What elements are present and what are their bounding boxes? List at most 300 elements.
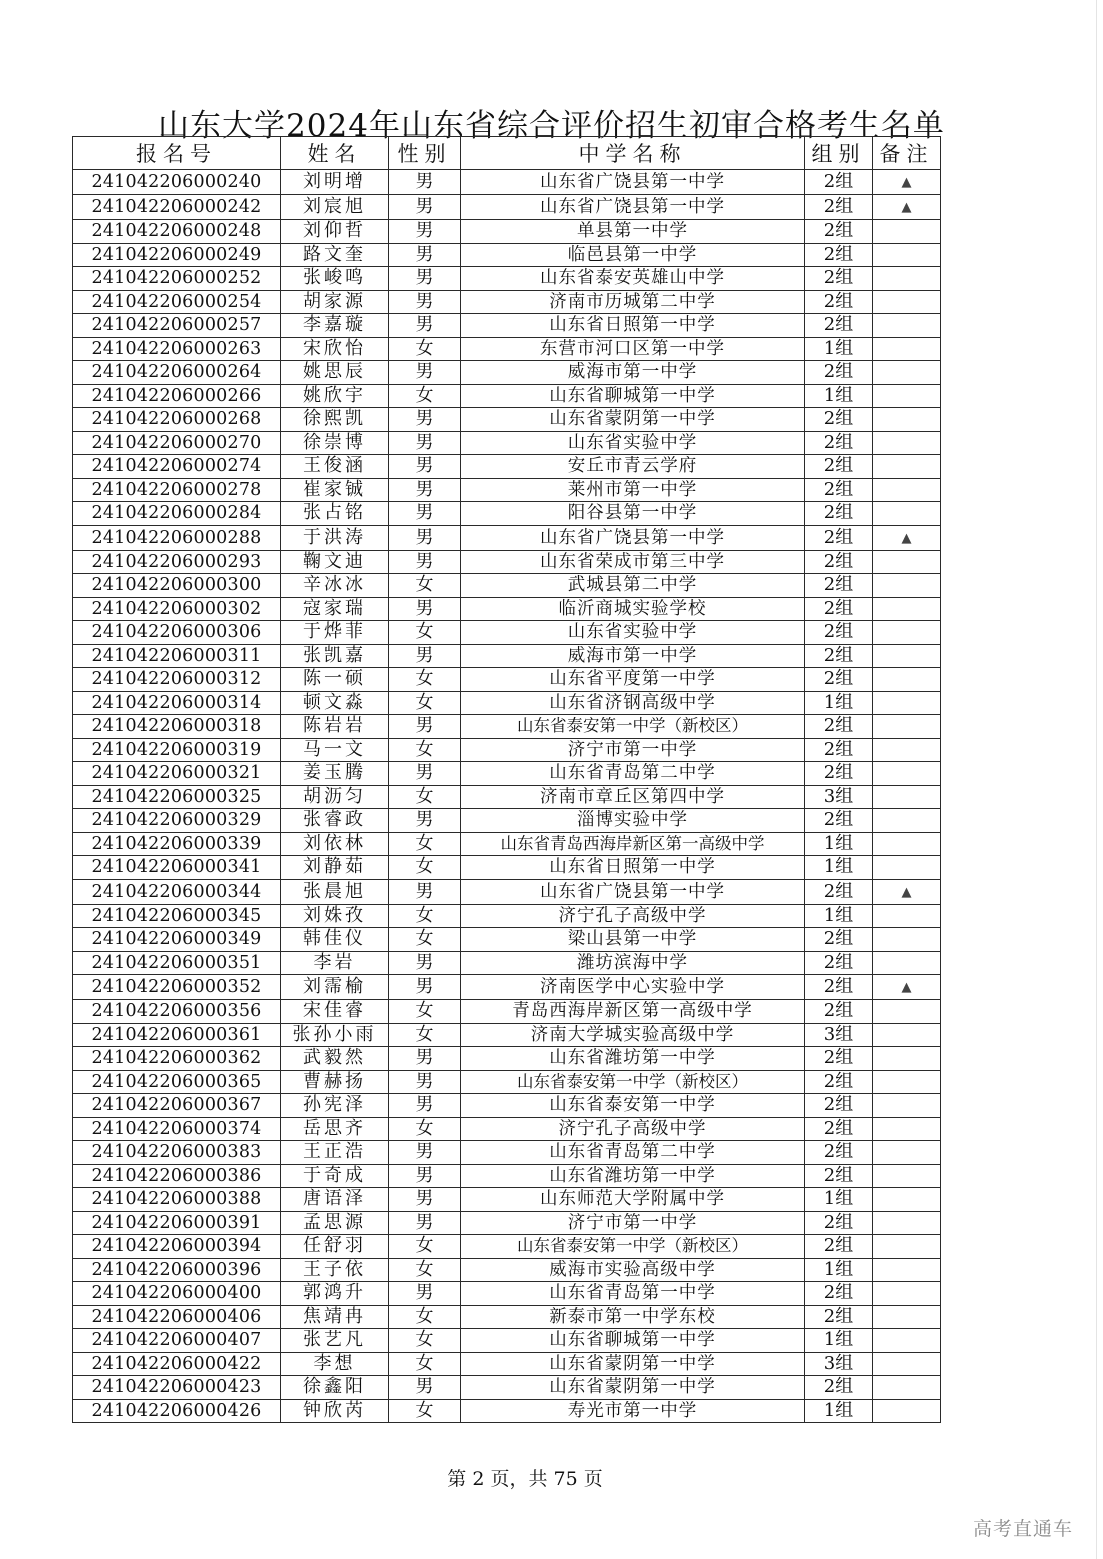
table-row: [73, 691, 941, 715]
cell-school: 山东省实验中学: [461, 431, 805, 455]
cell-remark: [873, 195, 941, 220]
cell-name: 武毅然: [281, 1047, 389, 1071]
cell-reg-no: 241042206000396: [73, 1258, 281, 1282]
cell-gender: 男: [389, 195, 461, 220]
cell-school: 山东省广饶县第一中学: [461, 170, 805, 195]
cell-name: 于洪涛: [281, 525, 389, 550]
cell-reg-no: 241042206000339: [73, 832, 281, 856]
table-row: [73, 738, 941, 762]
cell-gender: 女: [389, 384, 461, 408]
table-row: [73, 1188, 941, 1212]
cell-group: 2组: [805, 1164, 873, 1188]
cell-school: 山东省荣成市第三中学: [461, 550, 805, 574]
table-row: [73, 170, 941, 195]
cell-name: 徐鑫阳: [281, 1376, 389, 1400]
cell-school: 山东省青岛第一中学: [461, 1282, 805, 1306]
cell-remark: [873, 1376, 941, 1400]
cell-group: 1组: [805, 904, 873, 928]
cell-name: 李想: [281, 1352, 389, 1376]
cell-gender: 女: [389, 1235, 461, 1259]
table-row: [73, 525, 941, 550]
cell-group: 2组: [805, 1211, 873, 1235]
table-row: [73, 668, 941, 692]
triangle-marker-icon: ▲: [901, 884, 912, 900]
cell-group: 2组: [805, 502, 873, 526]
cell-remark: [873, 1282, 941, 1306]
table-row: [73, 785, 941, 809]
table-row: [73, 1211, 941, 1235]
page-footer: 第 2 页，共 75 页: [447, 1468, 603, 1490]
cell-remark: [873, 715, 941, 739]
cell-gender: 女: [389, 1023, 461, 1047]
cell-remark: [873, 574, 941, 598]
cell-remark: [873, 1000, 941, 1024]
cell-remark: [873, 1399, 941, 1423]
cell-school: 山东省青岛西海岸新区第一高级中学: [461, 832, 805, 856]
cell-school: 济南大学城实验高级中学: [461, 1023, 805, 1047]
cell-reg-no: 241042206000288: [73, 525, 281, 550]
cell-name: 张凯嘉: [281, 644, 389, 668]
table-row: [73, 644, 941, 668]
cell-remark: [873, 597, 941, 621]
cell-gender: 男: [389, 243, 461, 267]
cell-name: 张睿政: [281, 809, 389, 833]
cell-remark: [873, 762, 941, 786]
header-gender: 性别: [389, 137, 461, 170]
triangle-marker-icon: ▲: [901, 980, 912, 995]
cell-group: 2组: [805, 574, 873, 598]
cell-group: 2组: [805, 195, 873, 220]
cell-remark: [873, 928, 941, 952]
cell-school: 山东省潍坊第一中学: [461, 1047, 805, 1071]
cell-name: 徐崇博: [281, 431, 389, 455]
cell-remark: [873, 1235, 941, 1259]
table-row: [73, 1070, 941, 1094]
cell-remark: [873, 621, 941, 645]
cell-group: 1组: [805, 691, 873, 715]
cell-group: 2组: [805, 267, 873, 291]
cell-reg-no: 241042206000388: [73, 1188, 281, 1212]
cell-gender: 男: [389, 502, 461, 526]
cell-remark: [873, 478, 941, 502]
cell-gender: 男: [389, 762, 461, 786]
cell-reg-no: 241042206000312: [73, 668, 281, 692]
table-row: [73, 574, 941, 598]
cell-gender: 女: [389, 856, 461, 880]
cell-group: 2组: [805, 715, 873, 739]
cell-remark: [873, 431, 941, 455]
cell-remark: [873, 337, 941, 361]
cell-name: 徐熙凯: [281, 408, 389, 432]
cell-gender: 女: [389, 621, 461, 645]
cell-group: 2组: [805, 1047, 873, 1071]
cell-remark: [873, 525, 941, 550]
table-row: [73, 267, 941, 291]
cell-school: 山东省潍坊第一中学: [461, 1164, 805, 1188]
cell-gender: 男: [389, 170, 461, 195]
cell-group: 2组: [805, 1117, 873, 1141]
table-row: [73, 879, 941, 904]
cell-reg-no: 241042206000400: [73, 1282, 281, 1306]
cell-school: 临沂商城实验学校: [461, 597, 805, 621]
cell-gender: 男: [389, 220, 461, 244]
cell-school: 山东省广饶县第一中学: [461, 879, 805, 904]
cell-group: 2组: [805, 243, 873, 267]
cell-name: 孟思源: [281, 1211, 389, 1235]
cell-school: 淄博实验中学: [461, 809, 805, 833]
cell-group: 2组: [805, 621, 873, 645]
cell-school: 山东省泰安第一中学（新校区）: [461, 1235, 805, 1259]
cell-remark: [873, 220, 941, 244]
cell-group: 1组: [805, 856, 873, 880]
cell-name: 孙宪泽: [281, 1094, 389, 1118]
cell-name: 顿文淼: [281, 691, 389, 715]
cell-school: 山东省平度第一中学: [461, 668, 805, 692]
cell-name: 鞠文迪: [281, 550, 389, 574]
cell-remark: [873, 243, 941, 267]
cell-school: 武城县第二中学: [461, 574, 805, 598]
cell-group: 2组: [805, 408, 873, 432]
cell-name: 刘明增: [281, 170, 389, 195]
cell-reg-no: 241042206000254: [73, 290, 281, 314]
cell-remark: [873, 314, 941, 338]
cell-remark: [873, 1094, 941, 1118]
cell-reg-no: 241042206000249: [73, 243, 281, 267]
cell-group: 3组: [805, 1023, 873, 1047]
cell-group: 2组: [805, 879, 873, 904]
cell-gender: 女: [389, 1399, 461, 1423]
table-row: [73, 832, 941, 856]
table-row: [73, 856, 941, 880]
table-row: [73, 550, 941, 574]
table-body: [73, 170, 941, 1423]
cell-school: 山东省日照第一中学: [461, 856, 805, 880]
cell-school: 青岛西海岸新区第一高级中学: [461, 1000, 805, 1024]
cell-group: 1组: [805, 337, 873, 361]
candidate-table: [72, 136, 941, 1423]
table-row: [73, 1164, 941, 1188]
cell-reg-no: 241042206000314: [73, 691, 281, 715]
cell-school: 济南医学中心实验中学: [461, 975, 805, 1000]
cell-school: 威海市第一中学: [461, 361, 805, 385]
cell-school: 济南市历城第二中学: [461, 290, 805, 314]
cell-remark: [873, 1164, 941, 1188]
cell-name: 路文奎: [281, 243, 389, 267]
cell-group: 1组: [805, 1188, 873, 1212]
header-name: 姓名: [281, 137, 389, 170]
cell-remark: [873, 550, 941, 574]
cell-gender: 男: [389, 361, 461, 385]
cell-group: 2组: [805, 1141, 873, 1165]
cell-reg-no: 241042206000356: [73, 1000, 281, 1024]
table-row: [73, 1258, 941, 1282]
cell-name: 寇家瑞: [281, 597, 389, 621]
cell-name: 张峻鸣: [281, 267, 389, 291]
cell-group: 2组: [805, 478, 873, 502]
cell-remark: [873, 502, 941, 526]
cell-school: 莱州市第一中学: [461, 478, 805, 502]
cell-group: 3组: [805, 785, 873, 809]
cell-name: 张艺凡: [281, 1329, 389, 1353]
cell-name: 宋佳睿: [281, 1000, 389, 1024]
cell-name: 王俊涵: [281, 455, 389, 479]
cell-gender: 女: [389, 1352, 461, 1376]
table-row: [73, 502, 941, 526]
cell-school: 山东省青岛第二中学: [461, 762, 805, 786]
cell-group: 2组: [805, 951, 873, 975]
table-header: [73, 137, 941, 170]
cell-name: 陈岩岩: [281, 715, 389, 739]
cell-group: 2组: [805, 525, 873, 550]
cell-gender: 男: [389, 314, 461, 338]
cell-name: 刘姝孜: [281, 904, 389, 928]
cell-reg-no: 241042206000406: [73, 1305, 281, 1329]
cell-gender: 男: [389, 1164, 461, 1188]
table-row: [73, 195, 941, 220]
table-row: [73, 1141, 941, 1165]
cell-reg-no: 241042206000394: [73, 1235, 281, 1259]
table-row: [73, 384, 941, 408]
cell-name: 张晨旭: [281, 879, 389, 904]
cell-group: 2组: [805, 762, 873, 786]
cell-name: 刘依林: [281, 832, 389, 856]
cell-name: 于烨菲: [281, 621, 389, 645]
cell-name: 王子依: [281, 1258, 389, 1282]
cell-group: 2组: [805, 431, 873, 455]
cell-reg-no: 241042206000365: [73, 1070, 281, 1094]
cell-remark: [873, 361, 941, 385]
cell-school: 山东省青岛第二中学: [461, 1141, 805, 1165]
cell-group: 2组: [805, 1305, 873, 1329]
cell-reg-no: 241042206000306: [73, 621, 281, 645]
cell-reg-no: 241042206000284: [73, 502, 281, 526]
cell-name: 焦靖冉: [281, 1305, 389, 1329]
cell-gender: 女: [389, 337, 461, 361]
cell-reg-no: 241042206000329: [73, 809, 281, 833]
cell-name: 任舒羽: [281, 1235, 389, 1259]
cell-gender: 男: [389, 525, 461, 550]
cell-group: 2组: [805, 455, 873, 479]
table-row: [73, 1117, 941, 1141]
cell-remark: [873, 1070, 941, 1094]
cell-reg-no: 241042206000257: [73, 314, 281, 338]
cell-school: 山东省广饶县第一中学: [461, 525, 805, 550]
cell-name: 李嘉璇: [281, 314, 389, 338]
cell-gender: 女: [389, 1329, 461, 1353]
cell-reg-no: 241042206000240: [73, 170, 281, 195]
cell-group: 1组: [805, 384, 873, 408]
cell-school: 单县第一中学: [461, 220, 805, 244]
table-row: [73, 1399, 941, 1423]
cell-remark: [873, 809, 941, 833]
cell-name: 岳思齐: [281, 1117, 389, 1141]
cell-group: 2组: [805, 668, 873, 692]
cell-group: 2组: [805, 1282, 873, 1306]
cell-gender: 男: [389, 644, 461, 668]
cell-gender: 女: [389, 904, 461, 928]
cell-group: 2组: [805, 809, 873, 833]
cell-gender: 女: [389, 738, 461, 762]
cell-name: 李岩: [281, 951, 389, 975]
cell-remark: [873, 408, 941, 432]
cell-reg-no: 241042206000263: [73, 337, 281, 361]
triangle-marker-icon: ▲: [901, 175, 912, 190]
cell-name: 崔家铖: [281, 478, 389, 502]
cell-group: 2组: [805, 644, 873, 668]
table-row: [73, 597, 941, 621]
cell-name: 刘宸旭: [281, 195, 389, 220]
cell-name: 张孙小雨: [281, 1023, 389, 1047]
cell-remark: [873, 1329, 941, 1353]
table-row: [73, 1235, 941, 1259]
cell-gender: 男: [389, 975, 461, 1000]
cell-remark: [873, 785, 941, 809]
cell-name: 韩佳仪: [281, 928, 389, 952]
cell-gender: 女: [389, 785, 461, 809]
cell-gender: 女: [389, 1117, 461, 1141]
cell-gender: 男: [389, 431, 461, 455]
scan-edge-line: [1096, 0, 1097, 1559]
cell-school: 山东省广饶县第一中学: [461, 195, 805, 220]
cell-gender: 女: [389, 574, 461, 598]
cell-gender: 男: [389, 715, 461, 739]
table-row: [73, 220, 941, 244]
cell-gender: 男: [389, 290, 461, 314]
cell-gender: 男: [389, 1188, 461, 1212]
cell-name: 胡家源: [281, 290, 389, 314]
cell-name: 钟欣芮: [281, 1399, 389, 1423]
cell-remark: [873, 267, 941, 291]
table-row: [73, 478, 941, 502]
cell-school: 新泰市第一中学东校: [461, 1305, 805, 1329]
page-title: 山东大学2024年山东省综合评价招生初审合格考生名单: [158, 108, 945, 144]
cell-school: 威海市实验高级中学: [461, 1258, 805, 1282]
table-row: [73, 361, 941, 385]
cell-reg-no: 241042206000391: [73, 1211, 281, 1235]
table-row: [73, 314, 941, 338]
cell-reg-no: 241042206000351: [73, 951, 281, 975]
table-row: [73, 1094, 941, 1118]
cell-reg-no: 241042206000321: [73, 762, 281, 786]
cell-school: 东营市河口区第一中学: [461, 337, 805, 361]
cell-gender: 男: [389, 1282, 461, 1306]
cell-group: 2组: [805, 550, 873, 574]
cell-reg-no: 241042206000264: [73, 361, 281, 385]
table-row: [73, 431, 941, 455]
cell-school: 济宁市第一中学: [461, 738, 805, 762]
cell-gender: 男: [389, 1094, 461, 1118]
cell-name: 于奇成: [281, 1164, 389, 1188]
cell-name: 宋欣怡: [281, 337, 389, 361]
cell-gender: 女: [389, 691, 461, 715]
table-row: [73, 928, 941, 952]
table-row: [73, 337, 941, 361]
cell-remark: [873, 738, 941, 762]
cell-remark: [873, 691, 941, 715]
cell-group: 1组: [805, 1258, 873, 1282]
cell-name: 曹赫扬: [281, 1070, 389, 1094]
cell-group: 1组: [805, 1399, 873, 1423]
table-row: [73, 904, 941, 928]
cell-group: 2组: [805, 220, 873, 244]
table-row: [73, 1000, 941, 1024]
cell-reg-no: 241042206000349: [73, 928, 281, 952]
table-row: [73, 1329, 941, 1353]
header-group: 组别: [805, 137, 873, 170]
table-row: [73, 715, 941, 739]
cell-name: 姜玉腾: [281, 762, 389, 786]
cell-reg-no: 241042206000341: [73, 856, 281, 880]
cell-reg-no: 241042206000367: [73, 1094, 281, 1118]
cell-group: 2组: [805, 361, 873, 385]
cell-school: 威海市第一中学: [461, 644, 805, 668]
cell-remark: [873, 975, 941, 1000]
header-remark: 备注: [873, 137, 941, 170]
cell-remark: [873, 290, 941, 314]
cell-remark: [873, 1211, 941, 1235]
cell-school: 济南市章丘区第四中学: [461, 785, 805, 809]
cell-school: 山东省日照第一中学: [461, 314, 805, 338]
cell-gender: 男: [389, 1070, 461, 1094]
table-row: [73, 1352, 941, 1376]
cell-school: 山东省泰安第一中学（新校区）: [461, 1070, 805, 1094]
table-row: [73, 762, 941, 786]
cell-reg-no: 241042206000268: [73, 408, 281, 432]
cell-remark: [873, 1305, 941, 1329]
table-row: [73, 1376, 941, 1400]
table-row: [73, 243, 941, 267]
cell-name: 马一文: [281, 738, 389, 762]
cell-reg-no: 241042206000407: [73, 1329, 281, 1353]
triangle-marker-icon: ▲: [901, 200, 912, 215]
cell-name: 胡沥匀: [281, 785, 389, 809]
cell-reg-no: 241042206000374: [73, 1117, 281, 1141]
table-row: [73, 621, 941, 645]
cell-group: 1组: [805, 832, 873, 856]
cell-reg-no: 241042206000361: [73, 1023, 281, 1047]
cell-school: 山东省蒙阴第一中学: [461, 1376, 805, 1400]
cell-reg-no: 241042206000242: [73, 195, 281, 220]
cell-group: 2组: [805, 975, 873, 1000]
cell-gender: 男: [389, 951, 461, 975]
header-reg-no: 报名号: [73, 137, 281, 170]
cell-reg-no: 241042206000270: [73, 431, 281, 455]
cell-remark: [873, 856, 941, 880]
cell-school: 山东省实验中学: [461, 621, 805, 645]
cell-remark: [873, 1141, 941, 1165]
cell-gender: 男: [389, 550, 461, 574]
cell-remark: [873, 668, 941, 692]
cell-gender: 女: [389, 832, 461, 856]
header-row: [73, 137, 941, 170]
cell-reg-no: 241042206000325: [73, 785, 281, 809]
cell-reg-no: 241042206000252: [73, 267, 281, 291]
cell-reg-no: 241042206000426: [73, 1399, 281, 1423]
cell-remark: [873, 170, 941, 195]
cell-group: 2组: [805, 597, 873, 621]
cell-school: 山东师范大学附属中学: [461, 1188, 805, 1212]
cell-school: 山东省泰安英雄山中学: [461, 267, 805, 291]
cell-reg-no: 241042206000386: [73, 1164, 281, 1188]
cell-group: 2组: [805, 1235, 873, 1259]
cell-name: 郭鸿升: [281, 1282, 389, 1306]
cell-reg-no: 241042206000362: [73, 1047, 281, 1071]
cell-remark: [873, 832, 941, 856]
cell-school: 潍坊滨海中学: [461, 951, 805, 975]
cell-school: 山东省济钢高级中学: [461, 691, 805, 715]
cell-school: 济宁市第一中学: [461, 1211, 805, 1235]
cell-name: 辛冰冰: [281, 574, 389, 598]
